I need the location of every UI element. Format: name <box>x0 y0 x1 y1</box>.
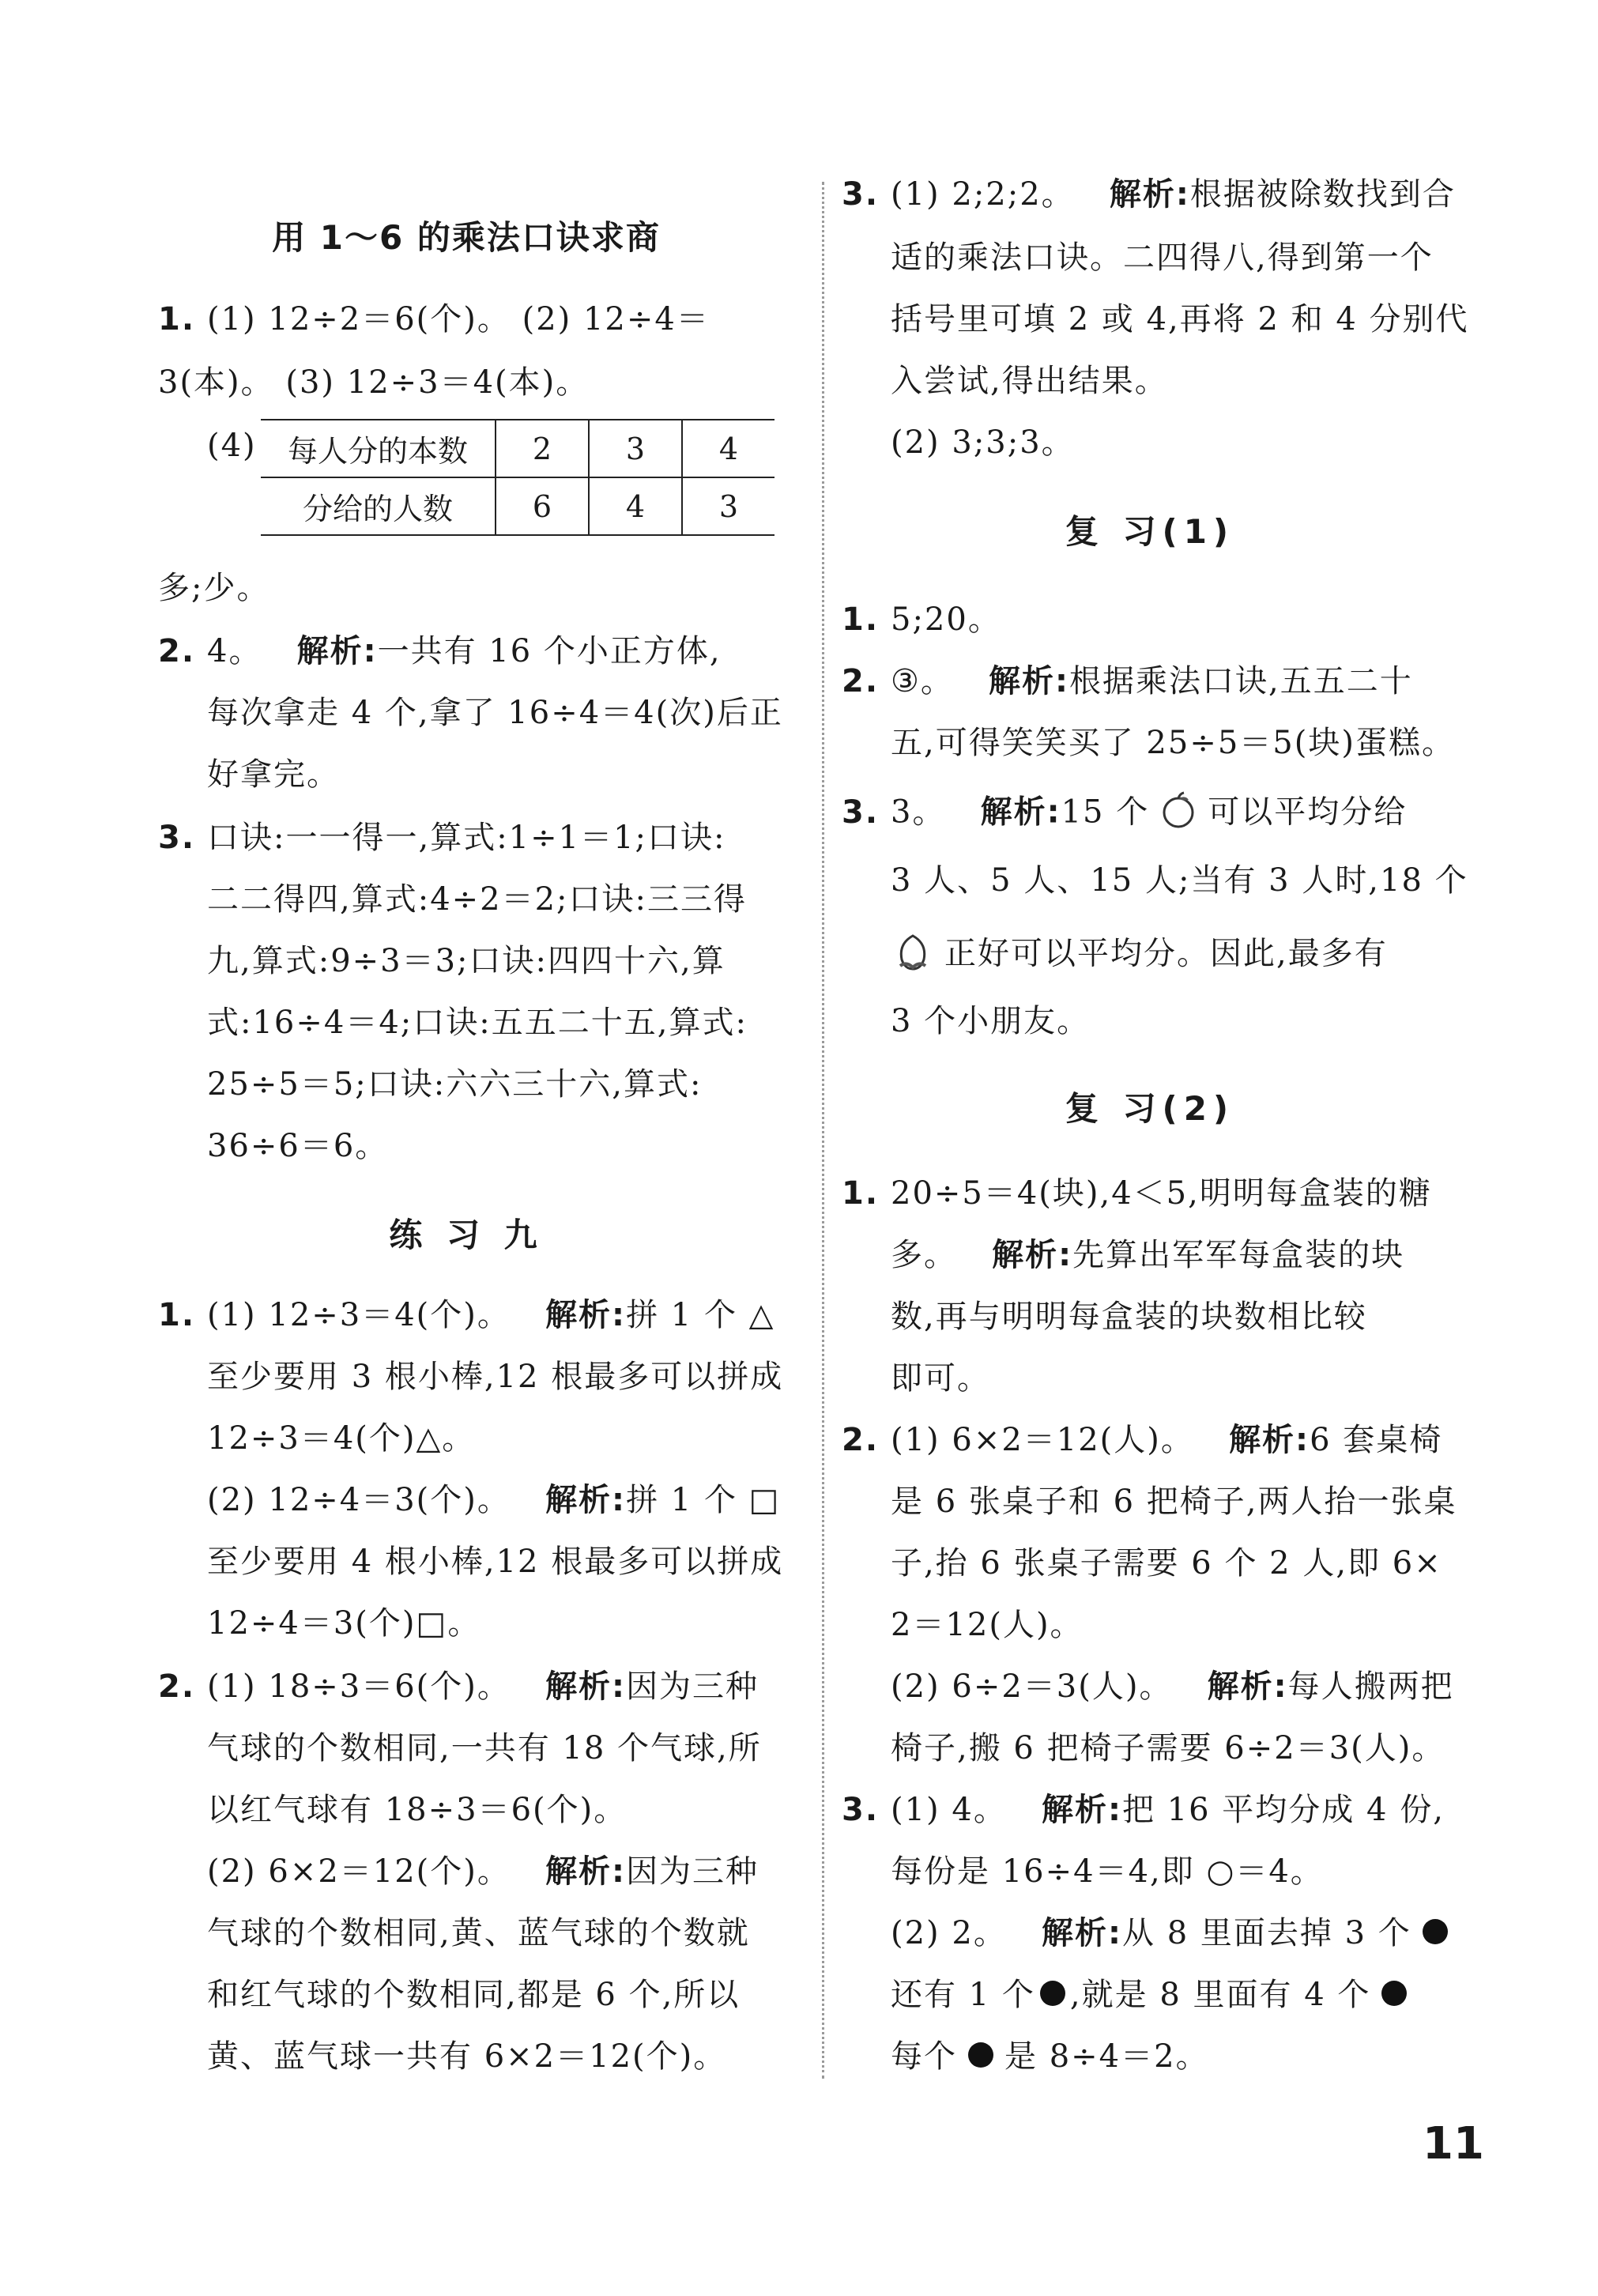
exercise-2-line-2: 气球的个数相同,一共有 18 个气球,所 <box>207 1730 762 1766</box>
exercise-1-line-3: 12÷3＝4(个)△。 <box>207 1420 476 1457</box>
answer-2-line-1: 2. 4。 解析:一共有 16 个小正方体, <box>158 633 722 669</box>
table-cell: 3 <box>682 477 775 535</box>
answer-3-line-5: 25÷5＝5;口诀:六六三十六,算式: <box>207 1066 703 1103</box>
page-number: 11 <box>1423 2118 1484 2170</box>
answer-2-line-3: 好拿完。 <box>207 756 340 793</box>
section-title-2: 练 习 九 <box>389 1216 544 1254</box>
review2-answer-2-line-3: 子,抬 6 张桌子需要 6 个 2 人,即 6× <box>891 1545 1442 1582</box>
table-cell: 3 <box>589 420 682 477</box>
review1-answer-2-line-2: 五,可得笑笑买了 25÷5＝5(块)蛋糕。 <box>891 725 1455 761</box>
exercise-2-line-4: (2) 6×2＝12(个)。 解析:因为三种 <box>207 1853 759 1890</box>
table-row <box>261 420 775 477</box>
answer-2-line-2: 每次拿走 4 个,拿了 16÷4＝4(次)后正 <box>207 695 783 731</box>
exercise-2-line-3: 以红气球有 18÷3＝6(个)。 <box>207 1792 628 1828</box>
exercise-1-line-1: 1. (1) 12÷3＝4(个)。 解析:拼 1 个 △ <box>158 1297 775 1333</box>
review2-answer-1-line-4: 即可。 <box>891 1360 990 1397</box>
review2-answer-3-line-3: (2) 2。 解析:从 8 里面去掉 3 个 <box>842 1914 1459 1955</box>
review1-answer-3-line-2: 3 人、5 人、15 人;当有 3 人时,18 个 <box>891 862 1468 899</box>
exercise-2-line-6: 和红气球的个数相同,都是 6 个,所以 <box>207 1977 741 2013</box>
exercise-2-line-7: 黄、蓝气球一共有 6×2＝12(个)。 <box>207 2038 727 2075</box>
review2-answer-3-line-2: 每份是 16÷4＝4,即 ○＝4。 <box>891 1853 1324 1890</box>
exercise-1-line-6: 12÷4＝3(个)□。 <box>207 1605 481 1642</box>
section-title-3: 复 习(1) <box>1065 512 1235 551</box>
answer-1-line-3: 多;少。 <box>158 570 270 606</box>
review1-answer-3-line-3: 正好可以平均分。因此,最多有 <box>842 929 1388 982</box>
right-answer-3-line-2: 适的乘法口诀。二四得八,得到第一个 <box>891 239 1434 276</box>
review2-answer-1-line-3: 数,再与明明每盒装的块数相比较 <box>891 1299 1367 1335</box>
exercise-1-line-4: (2) 12÷4＝3(个)。 解析:拼 1 个 □ <box>207 1482 781 1518</box>
table-row <box>261 477 775 535</box>
review2-answer-2-line-4: 2＝12(人)。 <box>891 1607 1084 1643</box>
answer-3-line-6: 36÷6＝6。 <box>207 1128 389 1164</box>
review1-answer-2-line-1: 2. ③。 解析:根据乘法口诀,五五二十 <box>842 663 1413 699</box>
column-divider <box>822 182 824 2079</box>
black-dot-icon <box>1038 1978 1067 2016</box>
answer-3-line-4: 式:16÷4＝4;口诀:五五二十五,算式: <box>207 1005 748 1041</box>
answer-3-line-1: 3. 口诀:一一得一,算式:1÷1＝1;口诀: <box>158 820 726 856</box>
table-cell: 6 <box>496 477 589 535</box>
table-cell: 4 <box>589 477 682 535</box>
exercise-1-line-5: 至少要用 4 根小棒,12 根最多可以拼成 <box>207 1544 784 1580</box>
table-cell: 每人分的本数 <box>261 420 496 477</box>
exercise-1-line-2: 至少要用 3 根小棒,12 根最多可以拼成 <box>207 1359 784 1395</box>
right-answer-3-line-1: 3. (1) 2;2;2。 解析:根据被除数找到合 <box>842 176 1456 213</box>
review2-answer-1-line-1: 1. 20÷5＝4(块),4＜5,明明每盒装的糖 <box>842 1175 1432 1212</box>
review2-answer-3-line-5: 每个 是 8÷4＝2。 <box>842 2038 1209 2078</box>
answer-3-line-3: 九,算式:9÷3＝3;口诀:四四十六,算 <box>207 943 726 979</box>
right-answer-3-line-3: 括号里可填 2 或 4,再将 2 和 4 分别代 <box>891 301 1469 337</box>
black-dot-icon <box>967 2040 995 2078</box>
table-cell: 2 <box>496 420 589 477</box>
table-cell: 4 <box>682 420 775 477</box>
review1-answer-3-line-1: 3. 3。 解析:15 个 可以平均分给 <box>842 790 1407 839</box>
answer-1-line-2: 3(本)。 (3) 12÷3＝4(本)。 <box>158 364 590 401</box>
answer-1-line-1: 1. (1) 12÷2＝6(个)。 (2) 12÷4＝ <box>158 301 710 337</box>
right-answer-3-line-5: (2) 3;3;3。 <box>891 424 1075 461</box>
exercise-2-line-5: 气球的个数相同,黄、蓝气球的个数就 <box>207 1915 750 1951</box>
review2-answer-2-line-2: 是 6 张桌子和 6 把椅子,两人抬一张桌 <box>891 1484 1457 1520</box>
apple-icon <box>1159 790 1198 839</box>
data-table <box>261 419 775 536</box>
section-title-1: 用 1～6 的乘法口诀求商 <box>272 218 661 257</box>
review1-answer-1: 1. 5;20。 <box>842 601 1001 638</box>
review2-answer-2-line-1: 2. (1) 6×2＝12(人)。 解析:6 套桌椅 <box>842 1422 1443 1458</box>
review2-answer-2-line-5: (2) 6÷2＝3(人)。 解析:每人搬两把 <box>891 1668 1454 1705</box>
review1-answer-3-line-4: 3 个小朋友。 <box>891 1003 1091 1039</box>
answer-3-line-2: 二二得四,算式:4÷2＝2;口诀:三三得 <box>207 881 748 918</box>
exercise-2-line-1: 2. (1) 18÷3＝6(个)。 解析:因为三种 <box>158 1668 759 1705</box>
black-dot-icon <box>1421 1917 1449 1955</box>
black-dot-icon <box>1380 1978 1408 2016</box>
review2-answer-2-line-6: 椅子,搬 6 把椅子需要 6÷2＝3(人)。 <box>891 1730 1445 1766</box>
right-answer-3-line-4: 入尝试,得出结果。 <box>891 363 1168 399</box>
peach-icon <box>891 929 935 982</box>
review2-answer-3-line-4: 还有 1 个 ,就是 8 里面有 4 个 <box>842 1976 1418 2016</box>
table-prefix: (4) <box>207 428 257 464</box>
section-title-4: 复 习(2) <box>1065 1089 1235 1128</box>
review2-answer-3-line-1: 3. (1) 4。 解析:把 16 平均分成 4 份, <box>842 1792 1445 1828</box>
review2-answer-1-line-2: 多。 解析:先算出军军每盒装的块 <box>891 1237 1405 1273</box>
table-cell: 分给的人数 <box>261 477 496 535</box>
